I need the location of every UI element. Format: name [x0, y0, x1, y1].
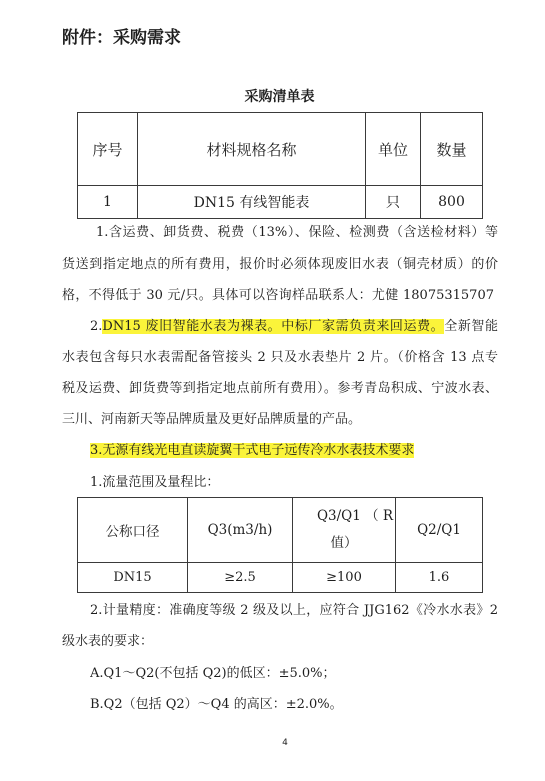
accuracy-line: 2.计量精度：准确度等级 2 级及以上，应符合 JJG162《冷水水表》2	[90, 603, 498, 618]
paragraph-1-line: 1.含运费、卸货费、税费（13%）、保险、检测费（含送检材料）等	[96, 225, 498, 240]
header-line: Q3/Q1 （ R	[316, 508, 394, 524]
cell-nominal-diameter: DN15	[78, 563, 188, 593]
paragraph-1-line: 格，不得低于 30 元/只。具体可以咨询样品联系人：尤健 18075315707	[62, 288, 494, 303]
cell-q2-q1: 1.6	[396, 563, 483, 593]
table-row	[78, 186, 483, 219]
column-header-q3: Q3(m3/h)	[188, 498, 293, 563]
paragraph-2-line: 税及运费、卸货费等到指定地点前所有费用）。参考青岛积成、宁波水表、	[62, 381, 498, 396]
column-header-q3-q1-ratio	[293, 498, 396, 563]
paragraph-2-line: 水表包含每只水表需配备管接头 2 只及水表垫片 2 片。（价格含 13 点专	[62, 350, 498, 365]
paragraph-2-prefix: 2.	[90, 319, 103, 334]
column-header-q2-q1: Q2/Q1	[396, 498, 483, 563]
accuracy-line: 级水表的要求：	[62, 634, 154, 649]
cell-q3: ≥2.5	[188, 563, 293, 593]
purchase-list-table	[77, 112, 483, 219]
column-header-index: 序号	[78, 113, 138, 186]
table-header-row	[78, 113, 483, 186]
column-header-material: 材料规格名称	[138, 113, 366, 186]
cell-unit: 只	[366, 186, 421, 219]
flow-range-table	[77, 497, 483, 593]
cell-quantity: 800	[421, 186, 483, 219]
column-header-nominal-diameter: 公称口径	[78, 498, 188, 563]
attachment-title: 附件：采购需求	[62, 28, 181, 48]
high-zone-accuracy: B.Q2（包括 Q2）～Q4 的高区：±2.0%。	[90, 697, 343, 712]
paragraph-1-line: 货送到指定地点的所有费用，报价时必须体现废旧水表（铜壳材质）的价	[62, 257, 498, 272]
page-number: 4	[282, 738, 288, 748]
highlighted-notice: DN15 废旧智能水表为裸表。中标厂家需负责来回运费。	[102, 319, 445, 334]
header-line: 值）	[330, 535, 358, 551]
flow-range-heading: 1.流量范围及量程比：	[90, 475, 220, 490]
table-header-row	[78, 498, 483, 563]
paragraph-2-first-line	[90, 317, 498, 337]
cell-index: 1	[78, 186, 138, 219]
column-header-quantity: 数量	[421, 113, 483, 186]
column-header-unit: 单位	[366, 113, 421, 186]
table-row	[78, 563, 483, 593]
cell-q3-q1-ratio: ≥100	[293, 563, 396, 593]
cell-material: DN15 有线智能表	[138, 186, 366, 219]
tech-requirements-heading	[90, 441, 498, 461]
paragraph-2-line: 三川、河南新天等品牌质量及更好品牌质量的产品。	[62, 412, 362, 427]
purchase-table-caption: 采购清单表	[244, 89, 315, 105]
tech-requirements-heading-text: 3.无源有线光电直读旋翼干式电子远传冷水水表技术要求	[90, 443, 415, 458]
paragraph-2-suffix: 全新智能	[444, 319, 498, 334]
low-zone-accuracy: A.Q1～Q2(不包括 Q2)的低区：±5.0%；	[90, 666, 336, 681]
